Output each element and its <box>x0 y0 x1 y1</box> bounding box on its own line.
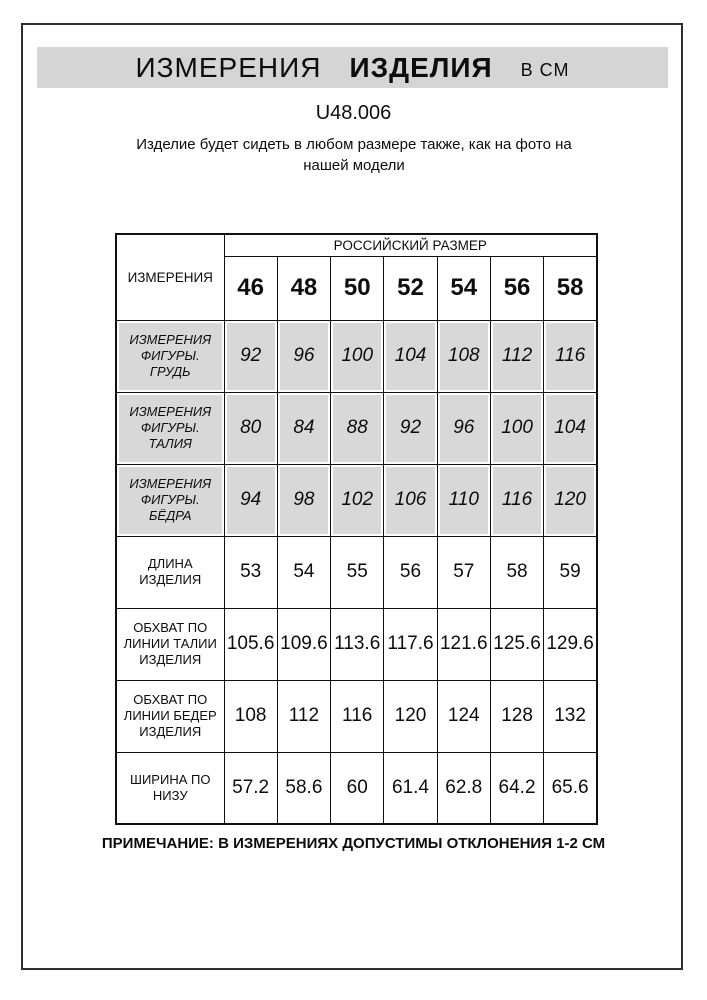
size-cell: 56 <box>490 256 543 320</box>
cell-value: 108 <box>437 320 490 392</box>
row-label: ИЗМЕРЕНИЯ ФИГУРЫ. ГРУДЬ <box>116 320 224 392</box>
cell-value: 125.6 <box>490 608 543 680</box>
cell-value: 105.6 <box>224 608 277 680</box>
cell-value: 58 <box>490 536 543 608</box>
cell-value: 92 <box>224 320 277 392</box>
cell-value: 88 <box>331 392 384 464</box>
cell-value: 128 <box>490 680 543 752</box>
size-cell: 50 <box>331 256 384 320</box>
cell-value: 102 <box>331 464 384 536</box>
row-label: ИЗМЕРЕНИЯ ФИГУРЫ. ТАЛИЯ <box>116 392 224 464</box>
tolerance-note: ПРИМЕЧАНИЕ: В ИЗМЕРЕНИЯХ ДОПУСТИМЫ ОТКЛОНЕНИЯ 1-2 СМ <box>101 835 606 852</box>
cell-value: 57.2 <box>224 752 277 824</box>
cell-value: 113.6 <box>331 608 384 680</box>
cell-value: 116 <box>490 464 543 536</box>
size-system-header-cell: РОССИЙСКИЙ РАЗМЕР <box>224 234 597 256</box>
cell-value: 104 <box>544 392 597 464</box>
table-row-item-waist-girth <box>116 608 597 680</box>
cell-value: 120 <box>384 680 437 752</box>
table-header-row <box>116 234 597 256</box>
cell-value: 62.8 <box>437 752 490 824</box>
header-banner <box>37 47 668 88</box>
cell-value: 96 <box>437 392 490 464</box>
row-label: ДЛИНА ИЗДЕЛИЯ <box>116 536 224 608</box>
row-label: ИЗМЕРЕНИЯ ФИГУРЫ. БЁДРА <box>116 464 224 536</box>
cell-value: 96 <box>277 320 330 392</box>
cell-value: 65.6 <box>544 752 597 824</box>
table-row-figure-waist <box>116 392 597 464</box>
cell-value: 57 <box>437 536 490 608</box>
corner-header-cell: ИЗМЕРЕНИЯ <box>116 234 224 320</box>
size-cell: 58 <box>544 256 597 320</box>
table-row-figure-chest <box>116 320 597 392</box>
cell-value: 121.6 <box>437 608 490 680</box>
cell-value: 112 <box>490 320 543 392</box>
cell-value: 58.6 <box>277 752 330 824</box>
product-code: U48.006 <box>315 102 392 124</box>
cell-value: 104 <box>384 320 437 392</box>
size-chart-table <box>115 233 598 825</box>
cell-value: 110 <box>437 464 490 536</box>
cell-value: 53 <box>224 536 277 608</box>
cell-value: 108 <box>224 680 277 752</box>
cell-value: 109.6 <box>277 608 330 680</box>
row-label: ОБХВАТ ПО ЛИНИИ БЕДЕР ИЗДЕЛИЯ <box>116 680 224 752</box>
cell-value: 94 <box>224 464 277 536</box>
table-row-item-hip-girth <box>116 680 597 752</box>
row-label: ОБХВАТ ПО ЛИНИИ ТАЛИИ ИЗДЕЛИЯ <box>116 608 224 680</box>
cell-value: 92 <box>384 392 437 464</box>
size-cell: 52 <box>384 256 437 320</box>
cell-value: 59 <box>544 536 597 608</box>
cell-value: 120 <box>544 464 597 536</box>
cell-value: 116 <box>331 680 384 752</box>
cell-value: 61.4 <box>384 752 437 824</box>
cell-value: 56 <box>384 536 437 608</box>
size-cell: 46 <box>224 256 277 320</box>
cell-value: 60 <box>331 752 384 824</box>
cell-value: 129.6 <box>544 608 597 680</box>
cell-value: 55 <box>331 536 384 608</box>
cell-value: 116 <box>544 320 597 392</box>
table-row-figure-hips <box>116 464 597 536</box>
row-label: ШИРИНА ПО НИЗУ <box>116 752 224 824</box>
table-row-item-length <box>116 536 597 608</box>
cell-value: 112 <box>277 680 330 752</box>
cell-value: 80 <box>224 392 277 464</box>
cell-value: 132 <box>544 680 597 752</box>
size-cell: 48 <box>277 256 330 320</box>
table-row-bottom-width <box>116 752 597 824</box>
page-title-product: ИЗДЕЛИЯ <box>349 51 493 83</box>
size-cell: 54 <box>437 256 490 320</box>
cell-value: 64.2 <box>490 752 543 824</box>
cell-value: 100 <box>490 392 543 464</box>
cell-value: 98 <box>277 464 330 536</box>
fit-description: Изделие будет сидеть в любом размере также, как на фото на нашей модели <box>136 136 572 174</box>
page-title-unit: В СМ <box>520 60 570 80</box>
cell-value: 84 <box>277 392 330 464</box>
cell-value: 124 <box>437 680 490 752</box>
cell-value: 117.6 <box>384 608 437 680</box>
cell-value: 54 <box>277 536 330 608</box>
page-title-measurements: ИЗМЕРЕНИЯ <box>135 51 322 83</box>
cell-value: 100 <box>331 320 384 392</box>
cell-value: 106 <box>384 464 437 536</box>
